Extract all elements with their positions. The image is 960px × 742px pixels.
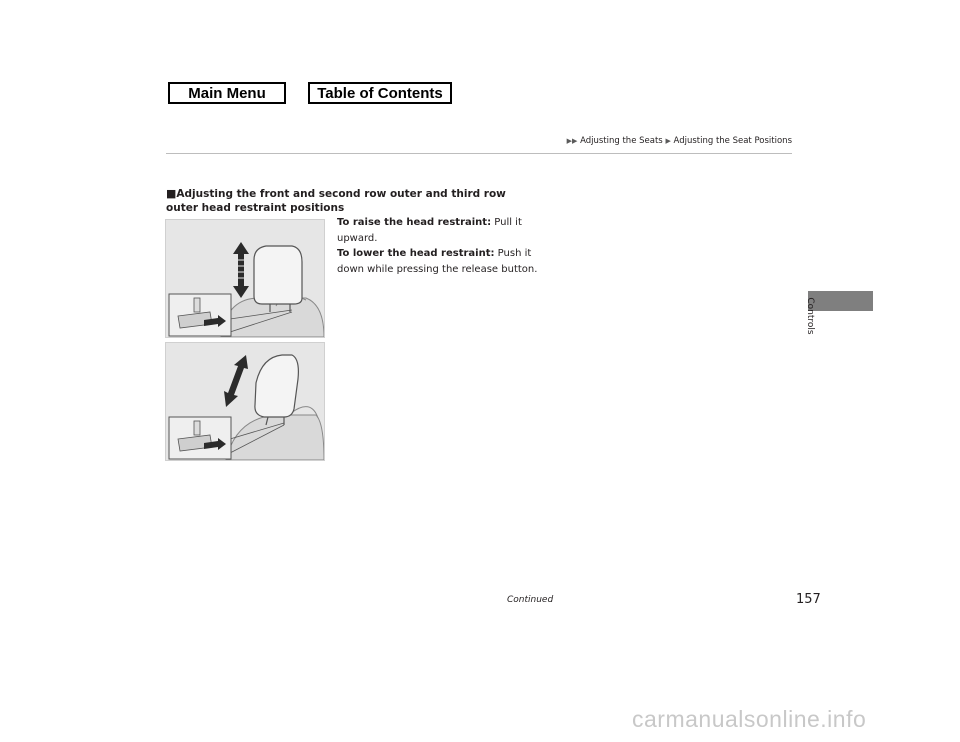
instructions (337, 215, 557, 277)
breadcrumb (540, 136, 792, 146)
section-tab-label[interactable]: Controls (805, 297, 815, 335)
site-watermark: carmanualsonline.info (632, 706, 867, 732)
lower-text: Push it down while pressing the release button. (337, 248, 538, 275)
head-restraint-raise-drawing (166, 220, 324, 337)
page-number: 157 (796, 592, 821, 607)
section-heading-text: Adjusting the front and second row outer and third row outer head restraint positions (166, 188, 506, 214)
raise-head-restraint-illustration (165, 219, 325, 338)
raise-label: To raise the head restraint: (337, 217, 492, 228)
head-restraint-lower-drawing (166, 343, 324, 460)
breadcrumb-arrow-icon: ▶▶ (566, 137, 578, 145)
lower-instruction (337, 246, 557, 277)
heading-bullet-icon: ■ (166, 187, 177, 200)
breadcrumb-item-seat-positions[interactable]: Adjusting the Seat Positions (673, 136, 792, 146)
lower-head-restraint-illustration (165, 342, 325, 461)
section-tab-marker (808, 291, 873, 311)
main-menu-button[interactable]: Main Menu (168, 82, 286, 104)
continued-label: Continued (507, 595, 554, 605)
header-divider (166, 153, 792, 154)
breadcrumb-item-seats[interactable]: Adjusting the Seats (580, 136, 663, 146)
lower-label: To lower the head restraint: (337, 248, 495, 259)
breadcrumb-arrow-icon: ▶ (665, 137, 671, 145)
raise-text: Pull it upward. (337, 217, 522, 244)
table-of-contents-button[interactable]: Table of Contents (308, 82, 452, 104)
raise-instruction (337, 215, 557, 246)
section-heading (166, 187, 536, 215)
